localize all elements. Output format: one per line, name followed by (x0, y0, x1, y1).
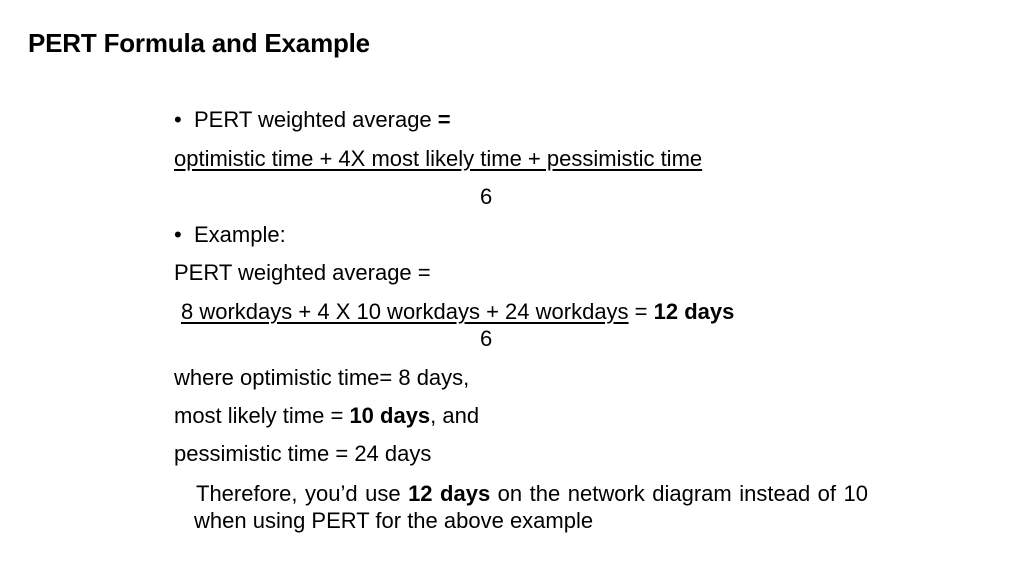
example-bullet (174, 222, 286, 248)
formula-label: PERT weighted average (194, 107, 438, 132)
most-likely-prefix: most likely time = (174, 403, 350, 428)
most-likely-suffix: , and (430, 403, 480, 428)
most-likely-line (174, 403, 479, 429)
example-heading: PERT weighted average = (174, 260, 431, 285)
formula-bullet (174, 107, 451, 133)
example-calculation (181, 299, 734, 325)
formula-numerator: optimistic time + 4X most likely time + pessimistic time (174, 146, 703, 171)
formula-equals: = (437, 107, 451, 132)
bullet-icon: • (174, 222, 182, 247)
conclusion-emphasis: 12 days (408, 481, 491, 506)
example-numerator: 8 workdays + 4 X 10 workdays + 24 workdays (181, 299, 629, 324)
conclusion-paragraph (194, 480, 868, 534)
example-result: 12 days (653, 299, 735, 324)
formula-denominator: 6 (480, 184, 493, 209)
example-denominator: 6 (480, 326, 493, 351)
conclusion-prefix: Therefore, you’d use (196, 481, 409, 506)
slide-title: PERT Formula and Example (28, 28, 370, 58)
optimistic-line: where optimistic time= 8 days, (174, 365, 470, 390)
conclusion-suffix: on the network diagram instead of 10 when using PERT for the above example (194, 481, 868, 533)
example-equals: = (628, 299, 654, 324)
example-label: Example: (194, 222, 286, 247)
bullet-icon: • (174, 107, 182, 132)
most-likely-value: 10 days (349, 403, 431, 428)
pessimistic-line: pessimistic time = 24 days (174, 441, 432, 466)
